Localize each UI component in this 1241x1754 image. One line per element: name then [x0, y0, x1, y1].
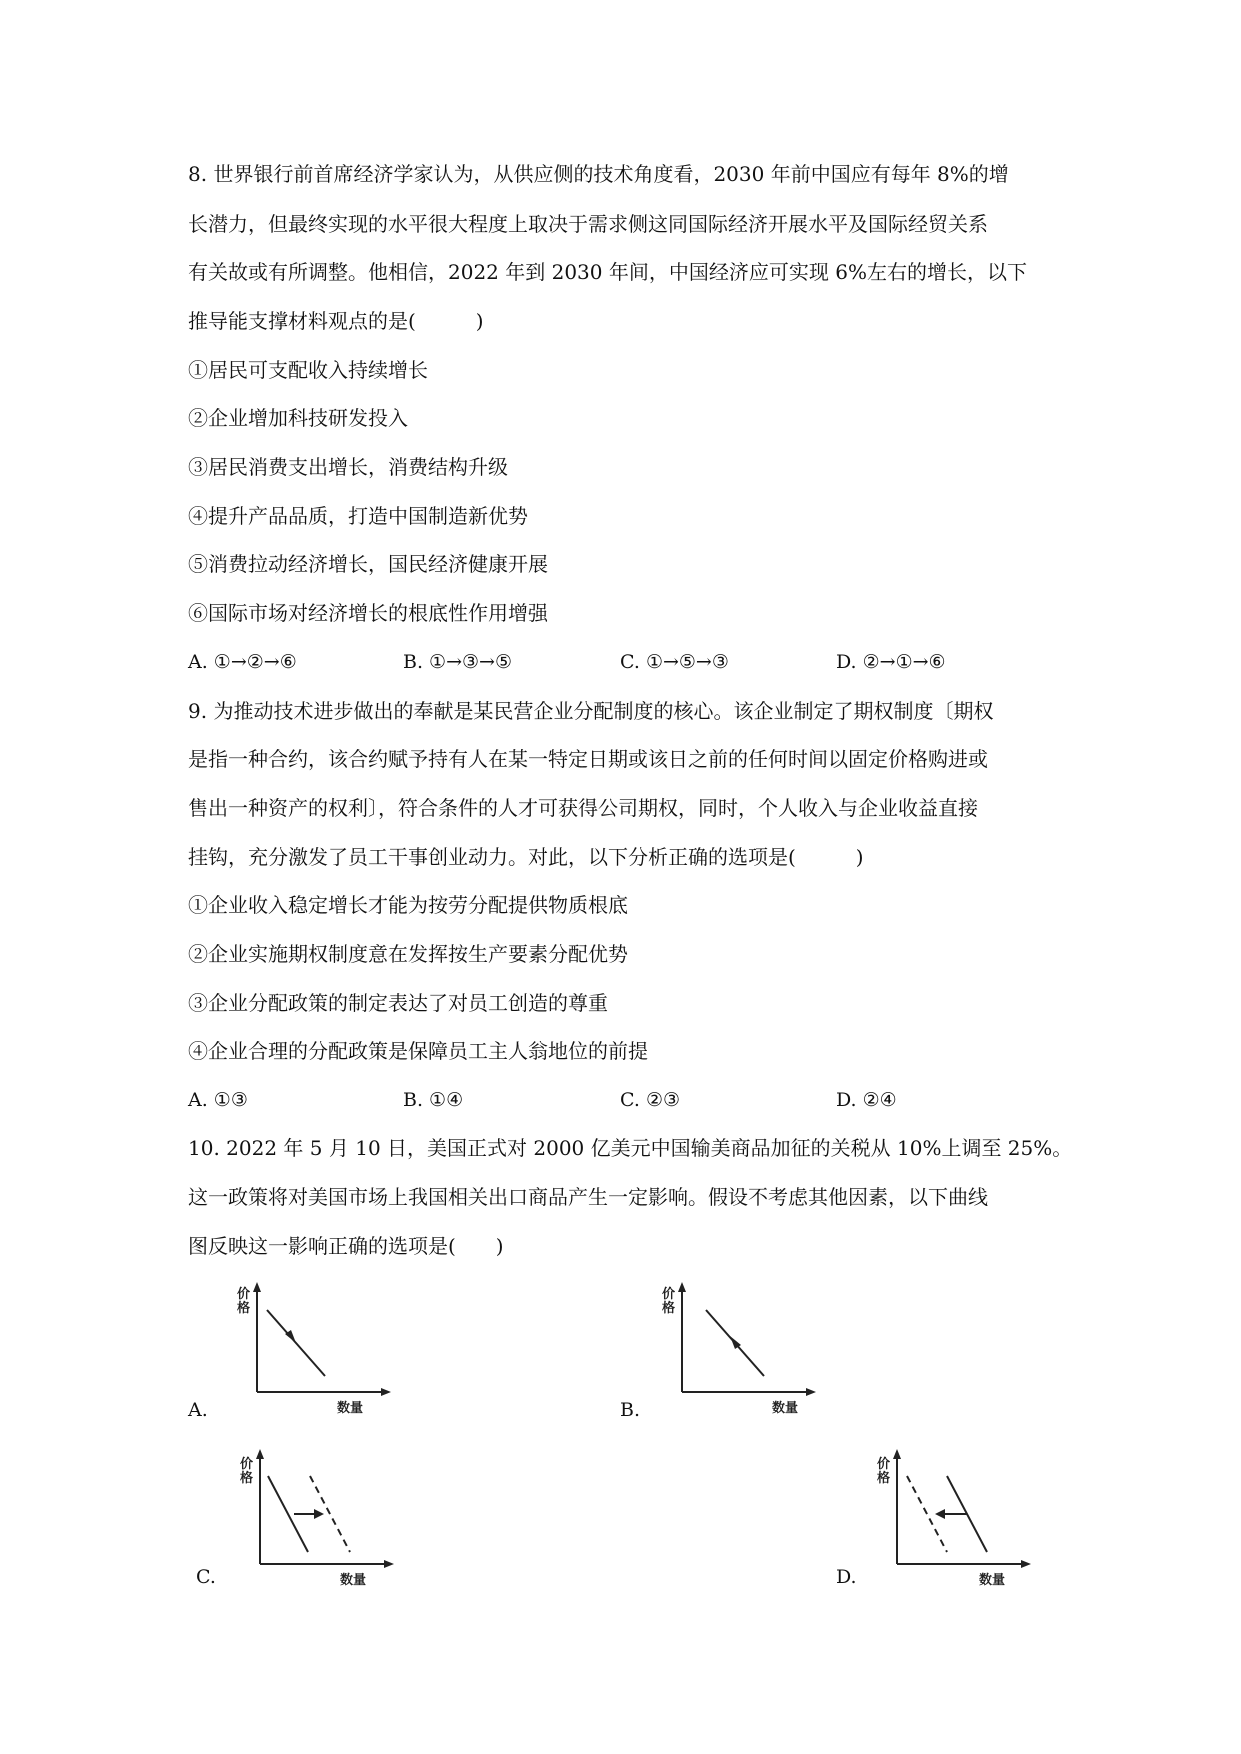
q8-item-4: ④提升产品品质，打造中国制造新优势: [188, 504, 528, 528]
q9-item-1: ①企业收入稳定增长才能为按劳分配提供物质根底: [188, 893, 628, 917]
y-axis-arrow-icon: [678, 1282, 686, 1292]
q8-option-c: C. ①→⑤→③: [620, 651, 729, 673]
y-axis-label: 价格: [662, 1287, 676, 1316]
q9-option-b: B. ①④: [403, 1089, 464, 1111]
y-axis-label: 价格: [877, 1457, 891, 1486]
q10-figure-a: [225, 1280, 405, 1415]
q8-stem-line-4: 推导能支撑材料观点的是( ): [188, 309, 484, 333]
q9-option-a: A. ①③: [188, 1089, 248, 1111]
x-axis-arrow-icon: [384, 1560, 394, 1568]
x-axis-label: 数量: [772, 1401, 799, 1416]
y-axis-label: 价格: [237, 1287, 251, 1316]
q10-figure-d-label: D.: [836, 1566, 857, 1588]
right-arrow-icon: [314, 1509, 324, 1519]
q8-item-2: ②企业增加科技研发投入: [188, 406, 408, 430]
q9-option-d: D. ②④: [836, 1089, 897, 1111]
q8-item-6: ⑥国际市场对经济增长的根底性作用增强: [188, 601, 548, 625]
q10-figure-c-label: C.: [196, 1566, 216, 1588]
q9-stem-line-4: 挂钩，充分激发了员工干事创业动力。对此，以下分析正确的选项是( ): [188, 845, 864, 869]
y-axis-arrow-icon: [893, 1449, 901, 1459]
q10-figure-a-label: A.: [188, 1399, 208, 1421]
y-axis-arrow-icon: [253, 1282, 261, 1292]
q9-item-2: ②企业实施期权制度意在发挥按生产要素分配优势: [188, 942, 628, 966]
q10-figure-b: [650, 1280, 830, 1415]
q8-item-5: ⑤消费拉动经济增长，国民经济健康开展: [188, 552, 548, 576]
q9-stem-line-3: 售出一种资产的权利〕，符合条件的人才可获得公司期权，同时，个人收入与企业收益直接: [188, 796, 978, 820]
y-axis-label: 价格: [240, 1457, 254, 1486]
q9-stem-line-2: 是指一种合约，该合约赋予持有人在某一特定日期或该日之前的任何时间以固定价格购进或: [188, 747, 988, 771]
q8-option-d: D. ②→①→⑥: [836, 651, 946, 673]
x-axis-label: 数量: [337, 1401, 364, 1416]
q9-option-c: C. ②③: [620, 1089, 681, 1111]
q8-stem-line-2: 长潜力，但最终实现的水平很大程度上取决于需求侧这同国际经济开展水平及国际经贸关系: [188, 212, 988, 236]
q10-stem-line-1: 10. 2022 年 5 月 10 日，美国正式对 2000 亿美元中国输美商品加征的关税从 10%上调至 25%。: [188, 1136, 1073, 1160]
q9-item-3: ③企业分配政策的制定表达了对员工创造的尊重: [188, 991, 608, 1015]
x-axis-arrow-icon: [1021, 1560, 1031, 1568]
y-axis-arrow-icon: [256, 1449, 264, 1459]
x-axis-arrow-icon: [806, 1388, 816, 1396]
q10-figure-d: [865, 1446, 1045, 1586]
q8-stem-line-1: 8. 世界银行前首席经济学家认为，从供应侧的技术角度看，2030 年前中国应有每年 8%的增: [188, 162, 1009, 186]
q10-figure-c: [228, 1446, 408, 1586]
q8-option-a: A. ①→②→⑥: [188, 651, 297, 673]
left-arrow-icon: [935, 1509, 945, 1519]
x-axis-label: 数量: [340, 1573, 367, 1588]
q8-option-b: B. ①→③→⑤: [403, 651, 512, 673]
q8-item-1: ①居民可支配收入持续增长: [188, 358, 428, 382]
x-axis-arrow-icon: [381, 1388, 391, 1396]
q8-item-3: ③居民消费支出增长，消费结构升级: [188, 455, 508, 479]
q8-stem-line-3: 有关故或有所调整。他相信，2022 年到 2030 年间，中国经济应可实现 6%左右的增长，以下: [188, 260, 1027, 284]
q10-stem-line-2: 这一政策将对美国市场上我国相关出口商品产生一定影响。假设不考虑其他因素，以下曲线: [188, 1185, 988, 1209]
x-axis-label: 数量: [979, 1573, 1006, 1588]
q10-stem-line-3: 图反映这一影响正确的选项是( ): [188, 1234, 504, 1258]
q9-item-4: ④企业合理的分配政策是保障员工主人翁地位的前提: [188, 1039, 648, 1063]
q9-stem-line-1: 9. 为推动技术进步做出的奉献是某民营企业分配制度的核心。该企业制定了期权制度〔期权: [188, 699, 994, 723]
q10-figure-b-label: B.: [620, 1399, 641, 1421]
